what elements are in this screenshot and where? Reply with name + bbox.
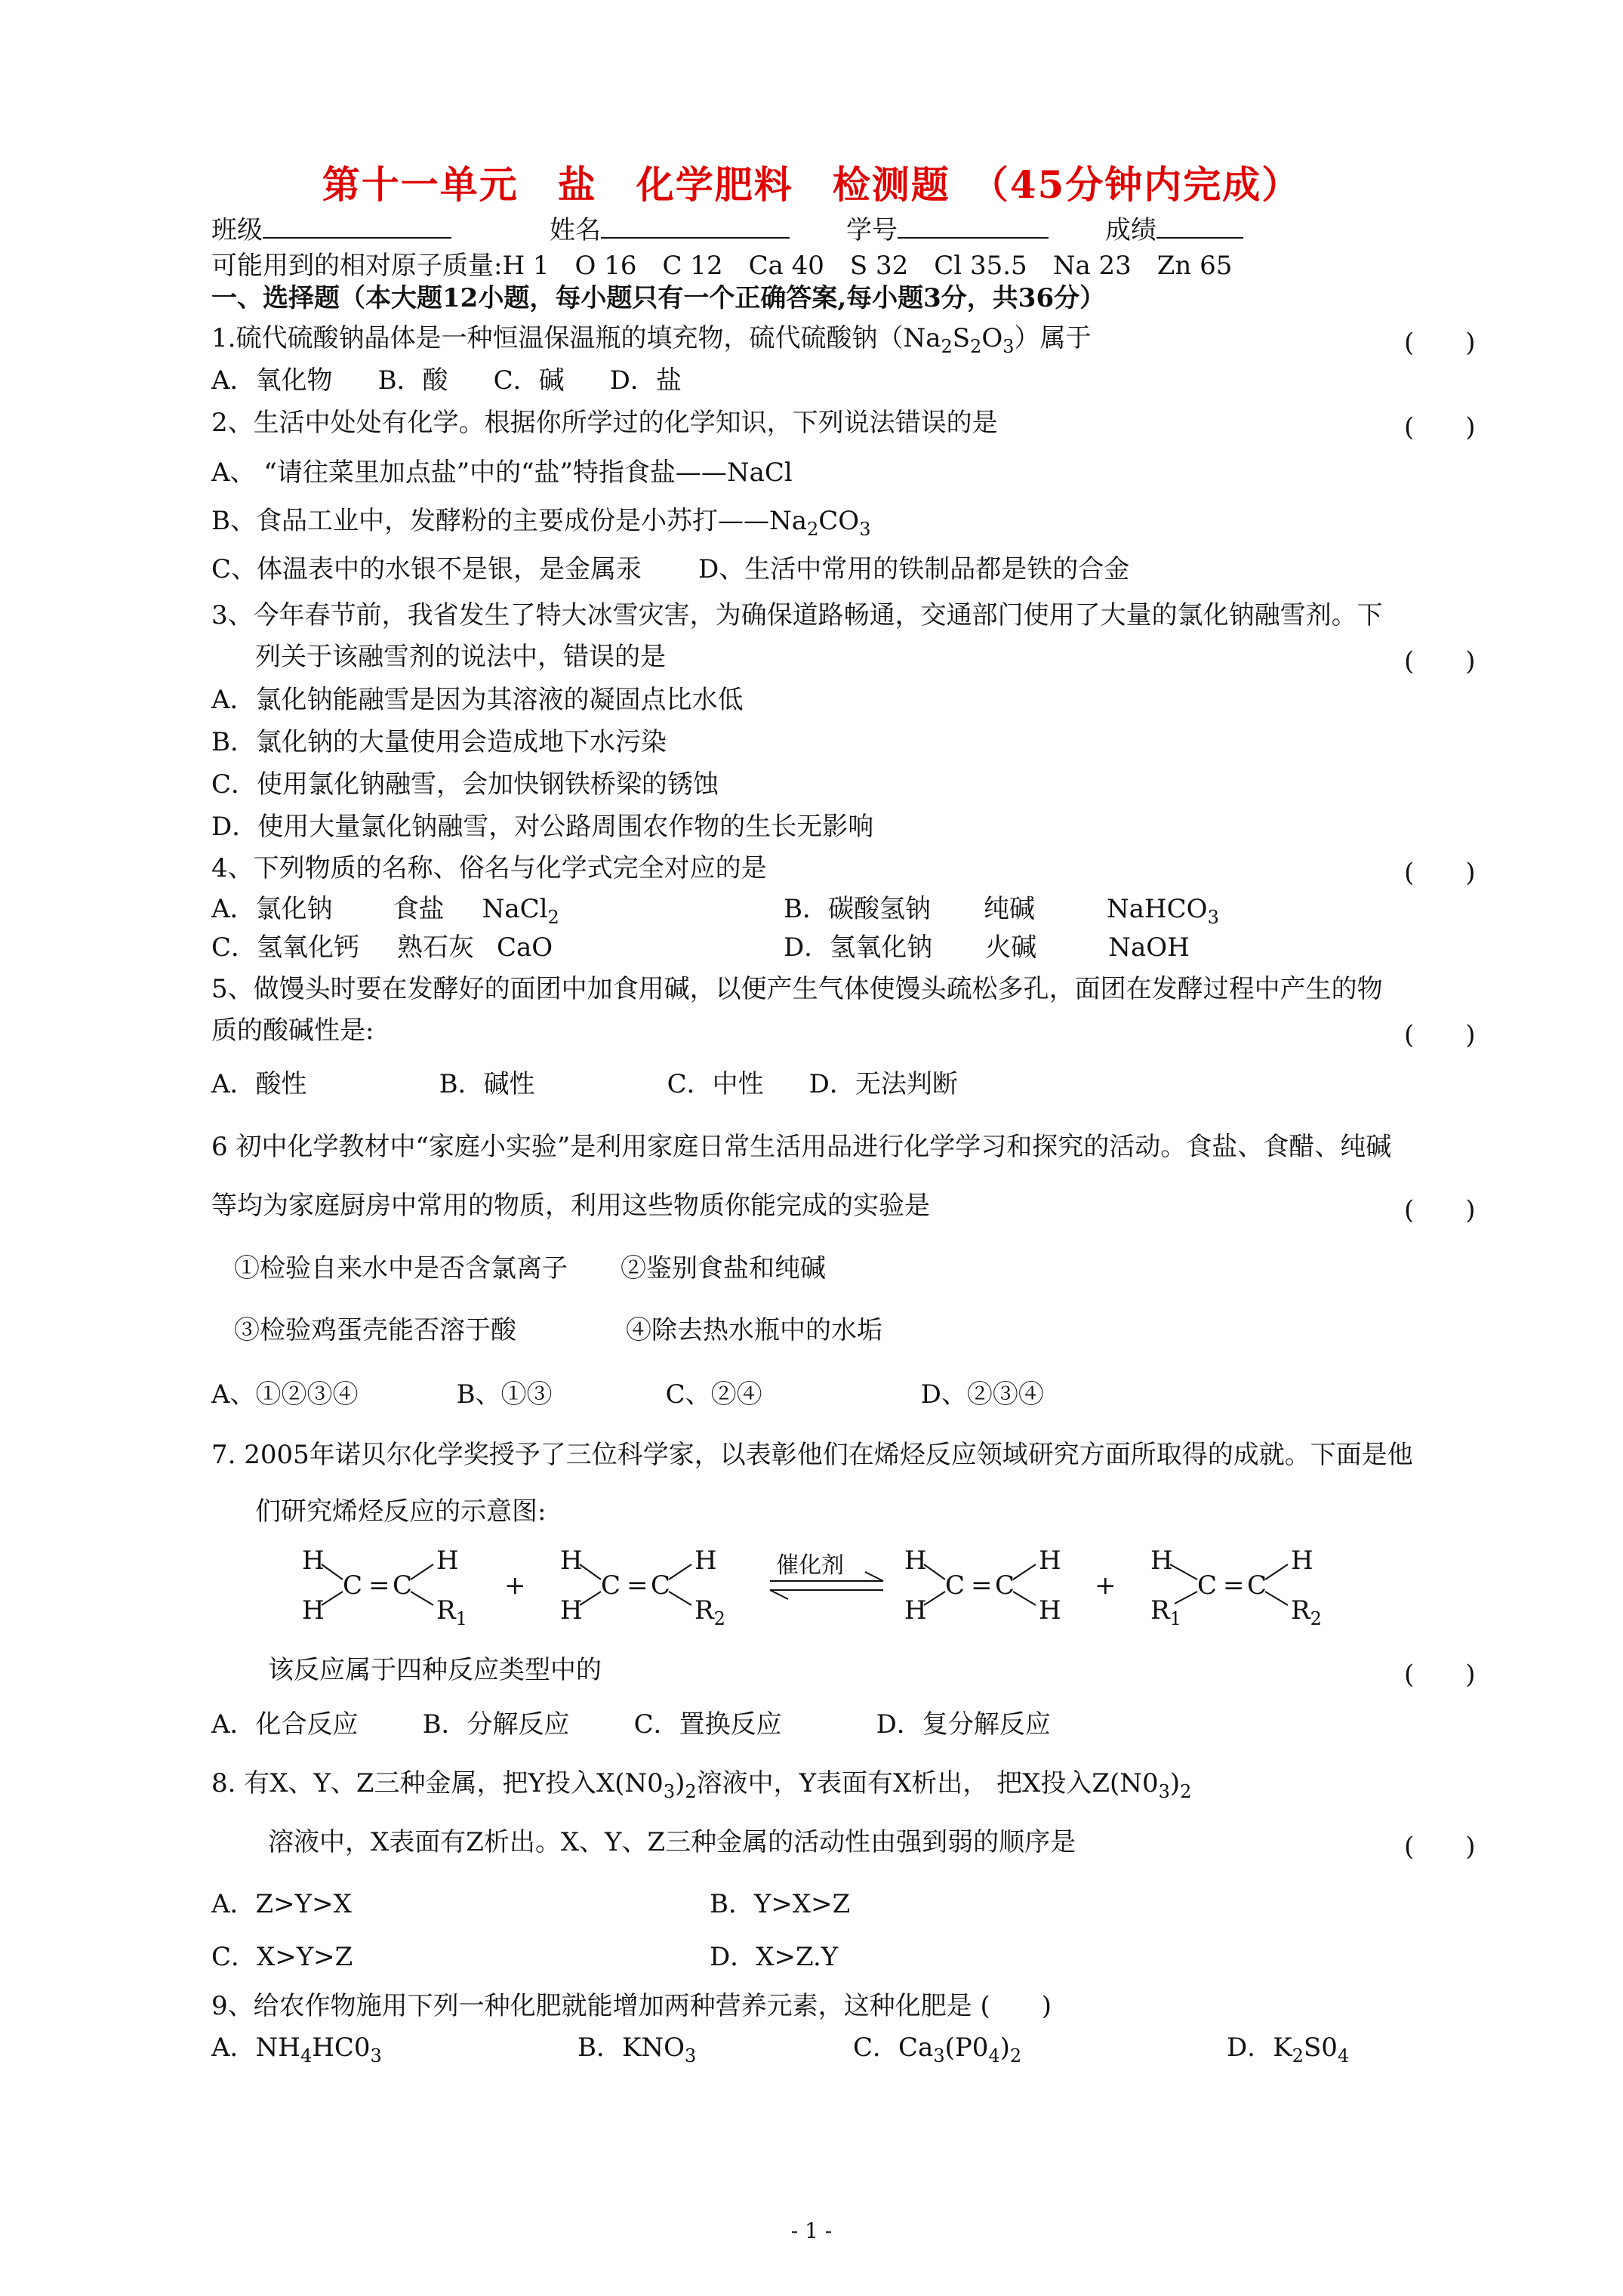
atom-c: C <box>651 1570 671 1601</box>
atom-c: C <box>393 1570 413 1601</box>
question-9-option-d: D．$K_2S0_4$ <box>1227 2032 1350 2066</box>
question-6-options: A、①②③④ B、①③ C、②④ D、②③④ <box>211 1379 1044 1410</box>
question-2-option-cd: C、体温表中的水银不是银，是金属汞 D、生活中常用的铁制品都是铁的合金 <box>211 554 1130 584</box>
question-8-option-a: A．Z>Y>X <box>211 1889 352 1919</box>
question-9-option-b: B．$KNO_3$ <box>577 2032 697 2066</box>
question-4-option-c: C．氢氧化钙 熟石灰 CaO <box>211 932 553 963</box>
question-9-option-c: C．$Ca_3(P0_4)_2$ <box>853 2032 1022 2066</box>
double-bond: = <box>971 1570 993 1601</box>
double-bond: = <box>627 1570 648 1601</box>
answer-paren-2[interactable]: ( ) <box>1404 412 1476 442</box>
question-5-stem: 5、做馒头时要在发酵好的面团中加食用碱，以便产生气体使馒头疏松多孔，面团在发酵过程中产生的物 <box>211 974 1383 1004</box>
question-6-stem-cont: 等均为家庭厨房中常用的物质，利用这些物质你能完成的实验是 <box>211 1191 930 1221</box>
question-8-option-d: D．X>Z.Y <box>710 1942 839 1972</box>
question-2-stem: 2、生活中处处有化学。根据你所学过的化学知识，下列说法错误的是 <box>211 408 998 438</box>
catalyst-label: 催化剂 <box>776 1552 844 1579</box>
atom-h: H <box>436 1546 459 1576</box>
class-label: 班级 <box>211 215 263 245</box>
question-4-option-b: B．碳酸氢钠 纯碱 NaHCO$_3$ <box>784 894 1219 928</box>
question-1-stem: 1.硫代硫酸钠晶体是一种恒温保温瓶的填充物，硫代硫酸钠$(Na_2S_2O_3)$属于 <box>211 323 1092 357</box>
answer-paren-5[interactable]: ( ) <box>1404 1020 1476 1050</box>
question-4-stem: 4、下列物质的名称、俗名与化学式完全对应的是 <box>211 853 767 883</box>
question-7-stem-final: 该反应属于四种反应类型中的 <box>268 1655 602 1685</box>
double-bond: = <box>1223 1570 1245 1601</box>
group-r2: $R_2$ <box>694 1595 725 1629</box>
group-r2: $R_2$ <box>1291 1595 1322 1629</box>
atom-c: C <box>1247 1570 1267 1601</box>
question-4-option-d: D．氢氧化钠 火碱 NaOH <box>784 932 1190 963</box>
atom-c: C <box>1197 1570 1218 1601</box>
question-6-items-2: ③检验鸡蛋壳能否溶于酸 ④除去热水瓶中的水垢 <box>234 1315 882 1345</box>
question-3-option-b: B．氯化钠的大量使用会造成地下水污染 <box>211 727 667 757</box>
page-title: 第十一单元 盐 化学肥料 检测题 （45分钟内完成） <box>322 162 1301 207</box>
question-5-options: A．酸性 B．碱性 C．中性 D．无法判断 <box>211 1069 958 1099</box>
question-8-stem: 8. 有X、Y、Z三种金属，把Y投入$X(N0_3)_2$溶液中，Y表面有X析出， 把X投入$Z(N0_3)_2$ <box>211 1768 1192 1802</box>
atom-h: H <box>1150 1546 1173 1576</box>
atom-h: H <box>1039 1546 1061 1576</box>
answer-paren-7[interactable]: ( ) <box>1404 1660 1476 1690</box>
question-9-stem: 9、给农作物施用下列一种化肥就能增加两种营养元素，这种化肥是 ( ) <box>211 1991 1052 2021</box>
option-a: A．氧化物 <box>211 365 333 396</box>
question-5-stem-cont: 质的酸碱性是: <box>211 1015 374 1046</box>
question-3-option-a: A．氯化钠能融雪是因为其溶液的凝固点比水低 <box>211 685 744 715</box>
plus-sign: + <box>1095 1570 1116 1601</box>
answer-paren-9[interactable]: ( ) <box>980 1991 1052 2021</box>
option-b: B．酸 <box>377 365 448 396</box>
name-label: 姓名 <box>550 215 601 245</box>
atom-h: H <box>560 1595 583 1626</box>
atom-c: C <box>945 1570 965 1601</box>
question-3-option-c: C．使用氯化钠融雪，会加快钢铁桥梁的锈蚀 <box>211 769 719 800</box>
atom-c: C <box>601 1570 621 1601</box>
atom-h: H <box>904 1595 927 1626</box>
question-4-option-a: A．氯化钠 食盐 NaCl$_2$ <box>211 894 559 928</box>
question-3-stem: 3、今年春节前，我省发生了特大冰雪灾害，为确保道路畅通，交通部门使用了大量的氯化钠融雪剂。下 <box>211 600 1383 630</box>
question-6-items-1: ①检验自来水中是否含氯离子 ②鉴别食盐和纯碱 <box>234 1253 826 1284</box>
question-8-option-b: B．Y>X>Z <box>710 1889 851 1919</box>
answer-paren-4[interactable]: ( ) <box>1404 858 1476 888</box>
atom-c: C <box>995 1570 1015 1601</box>
answer-paren-6[interactable]: ( ) <box>1404 1195 1476 1225</box>
atom-c: C <box>343 1570 363 1601</box>
question-6-stem: 6 初中化学教材中“家庭小实验”是利用家庭日常生活用品进行化学学习和探究的活动。食盐、食醋、纯碱 <box>211 1132 1392 1162</box>
atom-h: H <box>1291 1546 1313 1576</box>
answer-paren-8[interactable]: ( ) <box>1404 1832 1476 1862</box>
group-r1: $R_1$ <box>436 1595 467 1629</box>
option-c: C．碱 <box>493 365 565 396</box>
answer-paren-1[interactable]: ( ) <box>1404 328 1476 358</box>
group-r1: $R_1$ <box>1150 1595 1181 1629</box>
atom-h: H <box>560 1546 583 1576</box>
question-2-option-b: B、食品工业中，发酵粉的主要成份是小苏打$——Na_2CO_3$ <box>211 506 871 540</box>
question-7-stem-cont: 们研究烯烃反应的示意图: <box>255 1496 547 1527</box>
atom-h: H <box>302 1546 325 1576</box>
question-9-option-a: A．$NH_4HC0_3$ <box>211 2032 382 2066</box>
plus-sign: + <box>504 1570 526 1601</box>
atom-h: H <box>694 1546 717 1576</box>
question-8-stem-cont: 溶液中，X表面有Z析出。X、Y、Z三种金属的活动性由强到弱的顺序是 <box>268 1827 1076 1857</box>
option-d: D．盐 <box>609 365 682 396</box>
page-number: - 1 - <box>790 2218 833 2243</box>
question-2-option-a: A、 “请往菜里加点盐”中的“盐”特指食盐——NaCl <box>211 458 793 488</box>
atom-h: H <box>302 1595 325 1626</box>
question-7-options: A．化合反应 B．分解反应 C．置换反应 D．复分解反应 <box>211 1709 1051 1740</box>
question-8-option-c: C．X>Y>Z <box>211 1942 353 1972</box>
section-title: 一、选择题（本大题12小题，每小题只有一个正确答案,每小题3分，共36分） <box>211 283 1106 313</box>
atomic-masses: 可能用到的相对原子质量:H 1 O 16 C 12 Ca 40 S 32 Cl 35.5 Na 23 Zn 65 <box>211 251 1233 281</box>
atom-h: H <box>904 1546 927 1576</box>
atom-h: H <box>1039 1595 1061 1626</box>
question-3-option-d: D．使用大量氯化钠融雪，对公路周围农作物的生长无影响 <box>211 812 874 842</box>
id-label: 学号 <box>846 215 898 245</box>
score-label: 成绩 <box>1105 215 1156 245</box>
question-7-stem: 7. 2005年诺贝尔化学奖授予了三位科学家，以表彰他们在烯烃反应领域研究方面所取得的成就。下面是他 <box>211 1440 1413 1470</box>
double-bond: = <box>368 1570 390 1601</box>
question-3-stem-cont: 列关于该融雪剂的说法中，错误的是 <box>255 642 666 672</box>
answer-paren-3[interactable]: ( ) <box>1404 646 1476 676</box>
